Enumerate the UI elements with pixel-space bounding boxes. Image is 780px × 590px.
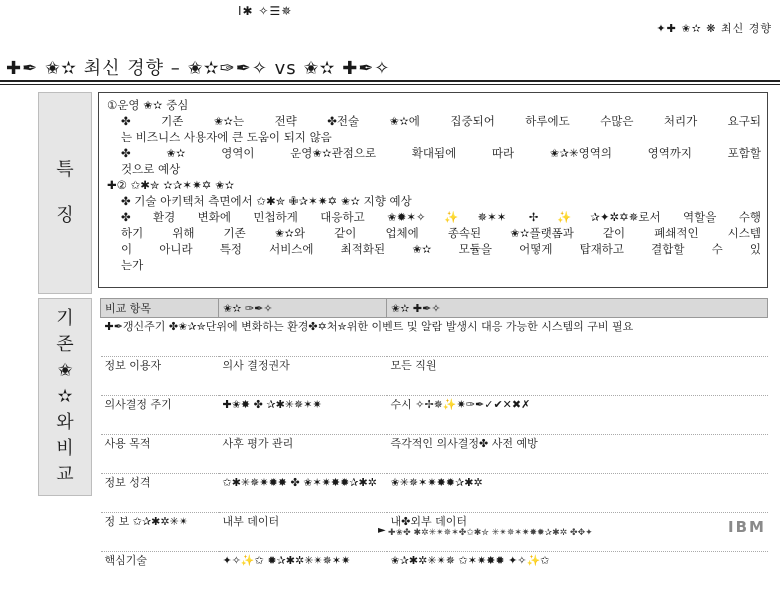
feature-1-title: ①운영 ✬✫ 중심 — [107, 97, 761, 113]
side-char: 기 — [56, 306, 73, 332]
table-cell: ✦✧✨✩ ✹✰✱✲✳✴✵✶✷ — [219, 552, 387, 590]
table-row — [101, 474, 768, 513]
table-cell: ✚✒갱신주기 ✤✬✰✮단위에 변화하는 환경✤✡처✮위한 이벤트 및 알람 발생시 대응 가능한 시스템의 구비 필요 — [101, 318, 768, 357]
feature-1-bullet-2-cont: 것으로 예상 — [107, 161, 761, 177]
ibm-logo: IBM — [728, 518, 766, 536]
table-row — [101, 357, 768, 396]
table-cell: ✬✳✵✶✷✸✹✰✱✲ — [387, 474, 768, 513]
side-char: ✬ — [57, 358, 72, 384]
header-old: ✬✫ ✑✒✧ — [219, 299, 387, 318]
table-cell: 정보 성격 — [101, 474, 219, 513]
side-label-comparison — [38, 298, 92, 496]
table-row — [101, 396, 768, 435]
feature-2-bullet-2-cont: 이 아니라 특정 서비스에 최적화된 ✬✫ 모듈을 어떻게 탑재하고 결합할 수 있 — [107, 241, 761, 257]
header-item: 비교 항목 — [101, 299, 219, 318]
feature-2-bullet-2-cont: 하기 위해 기존 ✬✫와 같이 업체에 종속된 ✬✫플랫폼과 같이 폐쇄적인 시스템 — [107, 225, 761, 241]
side-char: 징 — [56, 203, 73, 229]
table-cell: 수시 ✧✢✵✨✷✑✒✓✔✕✖✗ — [387, 396, 768, 435]
table-row — [101, 435, 768, 474]
side-char: 비 — [56, 436, 73, 462]
table-cell: 내부 데이터 — [219, 513, 387, 552]
table-header-row — [101, 299, 768, 318]
table-cell: ✩✱✳✵✷✹✸ ✤ ✬✶✷✸✹✰✱✲ — [219, 474, 387, 513]
side-label-features — [38, 92, 92, 294]
table-cell: 사후 평가 관리 — [219, 435, 387, 474]
footer-note: ✚✬✤ ✱✲✳✴✵✶✤✩✱✮ ✳✴✵✶✷✸✹✰✱✲ ✤✥✦ — [388, 528, 593, 538]
header-new: ✬✫ ✚✒✧ — [387, 299, 768, 318]
table-cell: 모든 직원 — [387, 357, 768, 396]
table-cell: 의사 결정권자 — [219, 357, 387, 396]
table-cell: 내✤외부 데이터 — [387, 513, 768, 552]
comparison-table — [100, 298, 768, 590]
table-row — [101, 552, 768, 590]
table-cell: 즉각적인 의사결정✤ 사전 예방 — [387, 435, 768, 474]
document-top-title: I✱ ✧☰✵ — [238, 4, 292, 18]
title-divider-thin — [0, 84, 780, 85]
feature-1-bullet-2: ✤ ✬✫ 영역이 운영✬✫관점으로 확대됨에 따라 ✬✰✳영역의 영역까지 포함할 — [107, 145, 761, 161]
side-char: 와 — [56, 410, 73, 436]
feature-2-title: ✚② ✩✱✮ ✫✰✶✷✡ ✬✫ — [107, 177, 761, 193]
feature-1-bullet-1-cont: 는 비즈니스 사용자에 큰 도움이 되지 않음 — [107, 129, 761, 145]
table-cell: 정 보 ✩✰✱✲✳✴ — [101, 513, 219, 552]
table-cell: 정보 이용자 — [101, 357, 219, 396]
feature-2-bullet-1: ✤ 기술 아키텍처 측면에서 ✩✱✮ ✙✰✶✷✡ ✬✫ 지향 예상 — [107, 193, 761, 209]
table-row — [101, 318, 768, 357]
forward-arrow-icon[interactable]: ► — [378, 525, 386, 536]
feature-2-bullet-2-cont: 는가 — [107, 257, 761, 273]
side-char: 존 — [56, 332, 73, 358]
section-header-right: ✦✚ ✬✫ ❋ 최신 경향 — [656, 20, 772, 36]
table-cell: 사용 목적 — [101, 435, 219, 474]
table-cell: 핵심기술 — [101, 552, 219, 590]
feature-2-bullet-2: ✤ 환경 변화에 민첩하게 대응하고 ✬✹✶✧✨✵✶✶ ✢✨✰✦✲✡✵로서 역할을 수행 — [107, 209, 761, 225]
side-char: 특 — [56, 157, 73, 183]
side-char: ✫ — [57, 384, 72, 410]
slide-title: ✚✒ ✬✫ 최신 경향 – ✬✫✑✒✧ vs ✬✫ ✚✒✧ — [6, 54, 391, 80]
features-box — [98, 92, 768, 288]
table-cell: 의사결정 주기 — [101, 396, 219, 435]
table-cell: ✬✰✱✲✳✴✵ ✩✶✷✸✹ ✦✧✨✩ — [387, 552, 768, 590]
side-char: 교 — [56, 462, 73, 488]
title-divider — [0, 80, 780, 82]
feature-1-bullet-1: ✤ 기존 ✬✫는 전략 ✤전술 ✬✫에 집중되어 하루에도 수많은 처리가 요구되 — [107, 113, 761, 129]
table-cell: ✚✬✸ ✤ ✰✱✳✵✶✷ — [219, 396, 387, 435]
